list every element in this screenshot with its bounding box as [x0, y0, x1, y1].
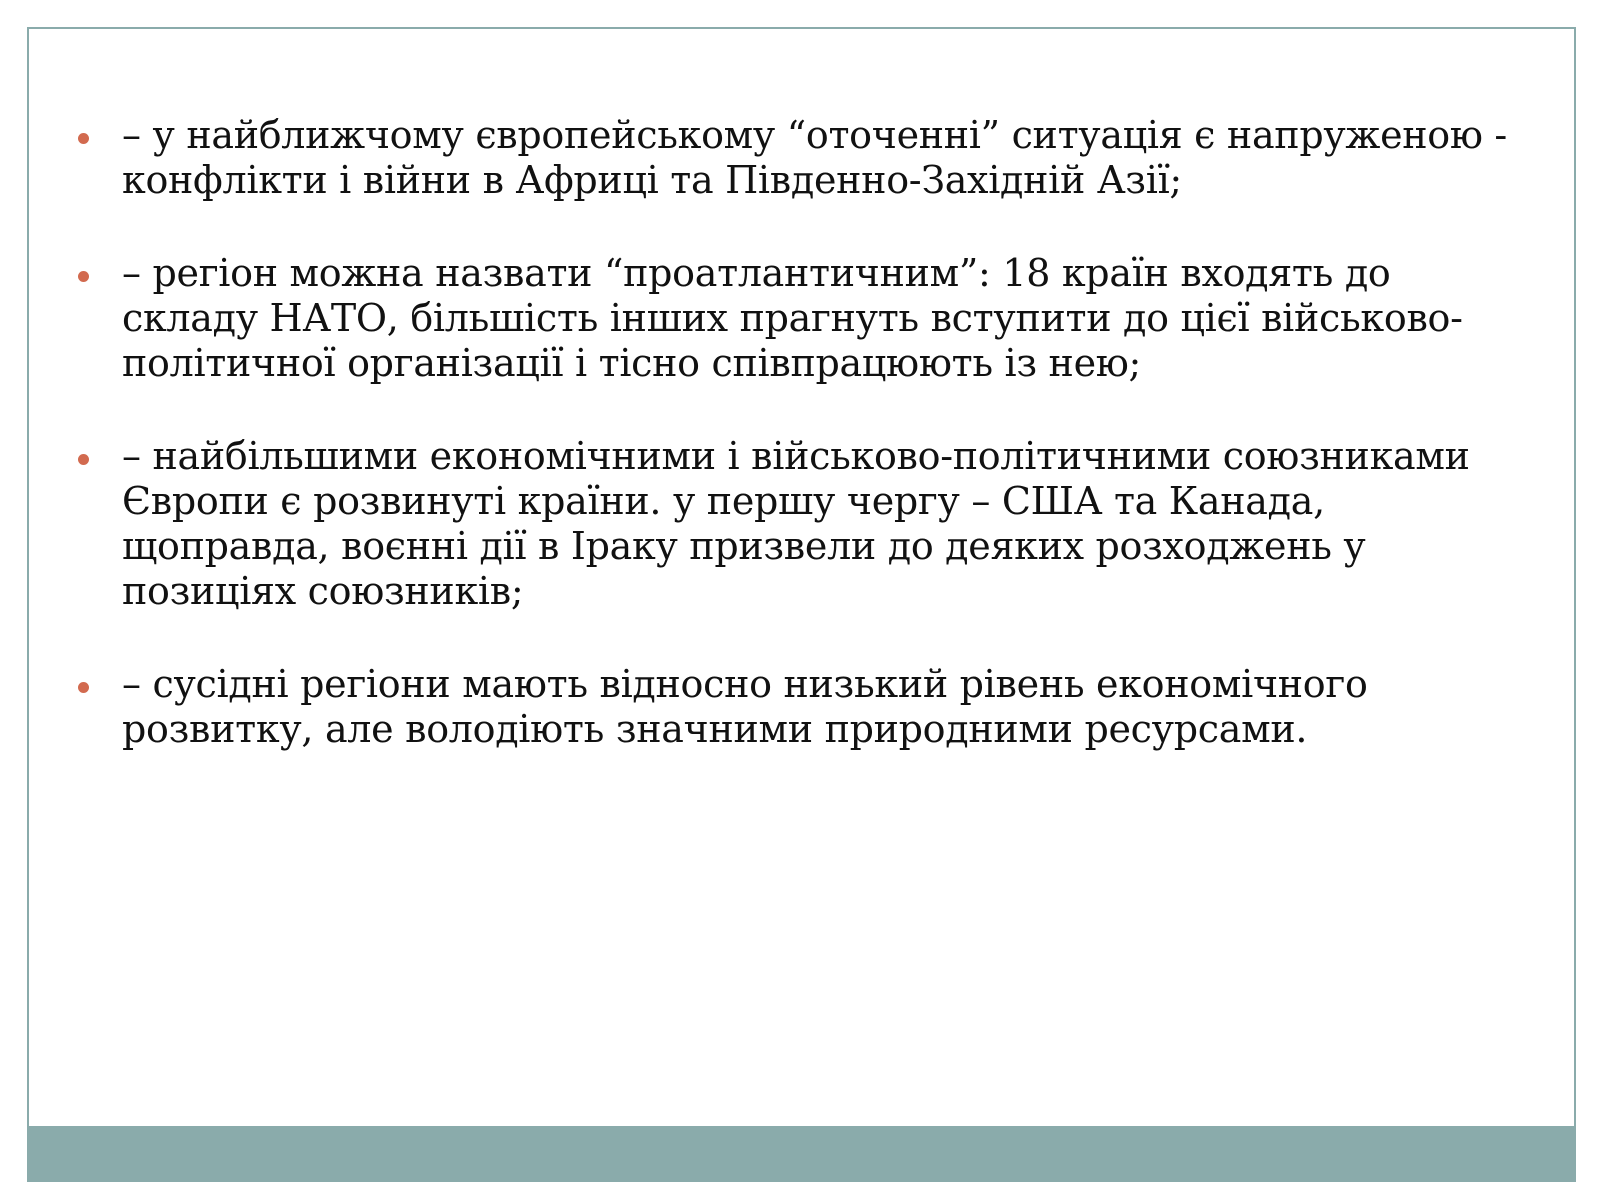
list-item: [78, 113, 1528, 203]
list-item: [78, 434, 1528, 614]
bullet-icon: [78, 682, 89, 693]
bullet-icon: [78, 133, 89, 144]
footer-band: [27, 1126, 1576, 1182]
list-item: [78, 662, 1528, 752]
bullet-icon: [78, 454, 89, 465]
list-item: [78, 251, 1528, 386]
bullet-icon: [78, 271, 89, 282]
bullet-text: – найбільшими економічними і військово-політичними союзниками Європи є розвинуті країни. у першу чергу – США та Канада, щоправда, воєнні дії в Іраку призвели до деяких розходжень у позиціях союзників;: [122, 434, 1470, 613]
bullet-text: – регіон можна назвати “проатлантичним”: 18 країн входять до складу НАТО, більшість інших прагнуть вступити до цієї військово-політичної організації і тісно співпрацюють із нею;: [122, 251, 1463, 385]
bullet-list: [78, 113, 1528, 800]
bullet-text: – у найближчому європейському “оточенні” ситуація є напруженою - конфлікти і війни в Африці та Південно-Західній Азії;: [122, 113, 1507, 202]
bullet-text: – сусідні регіони мають відносно низький рівень економічного розвитку, але володіють значними природними ресурсами.: [122, 662, 1368, 751]
